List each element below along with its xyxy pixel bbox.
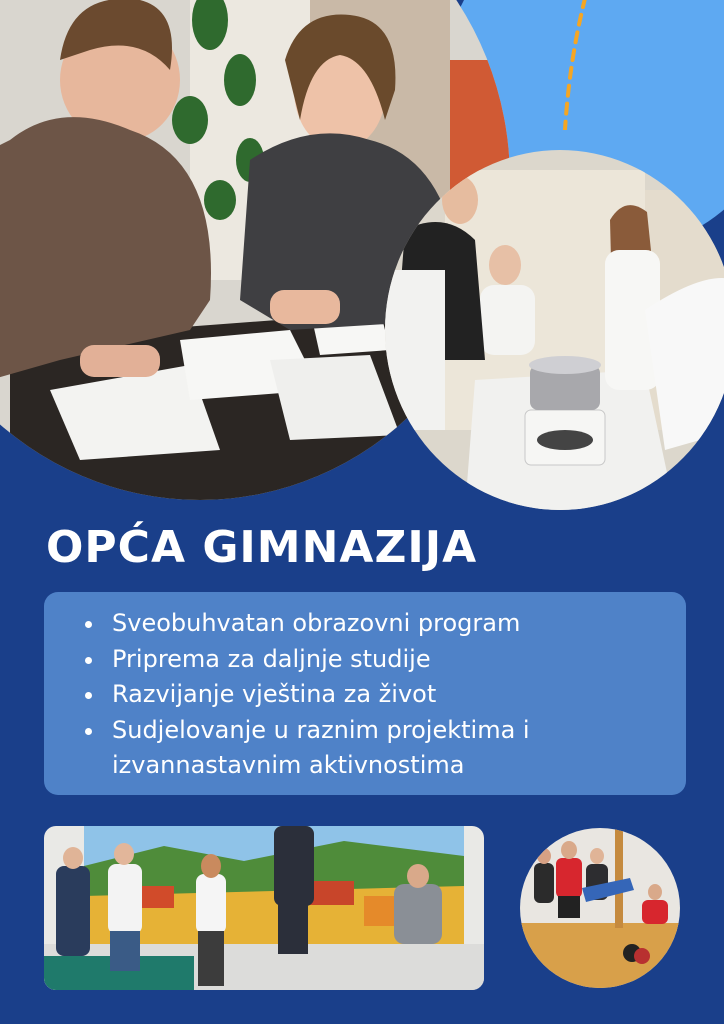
page-title: OPĆA GIMNAZIJA — [46, 522, 478, 573]
feature-item: • Priprema za daljnje studije — [106, 642, 658, 678]
mural-painting-photo — [44, 826, 484, 990]
features-list — [84, 606, 658, 784]
feature-item: • Razvijanje vještina za život — [106, 677, 658, 713]
gym-activity-photo — [520, 828, 680, 988]
cooking-class-photo — [385, 150, 724, 510]
dashed-arc-decoration — [560, 0, 600, 130]
feature-item: • Sveobuhvatan obrazovni program — [106, 606, 658, 642]
features-card — [44, 592, 686, 795]
feature-item: • Sudjelovanje u raznim projektima i izvannastavnim aktivnostima — [106, 713, 658, 784]
